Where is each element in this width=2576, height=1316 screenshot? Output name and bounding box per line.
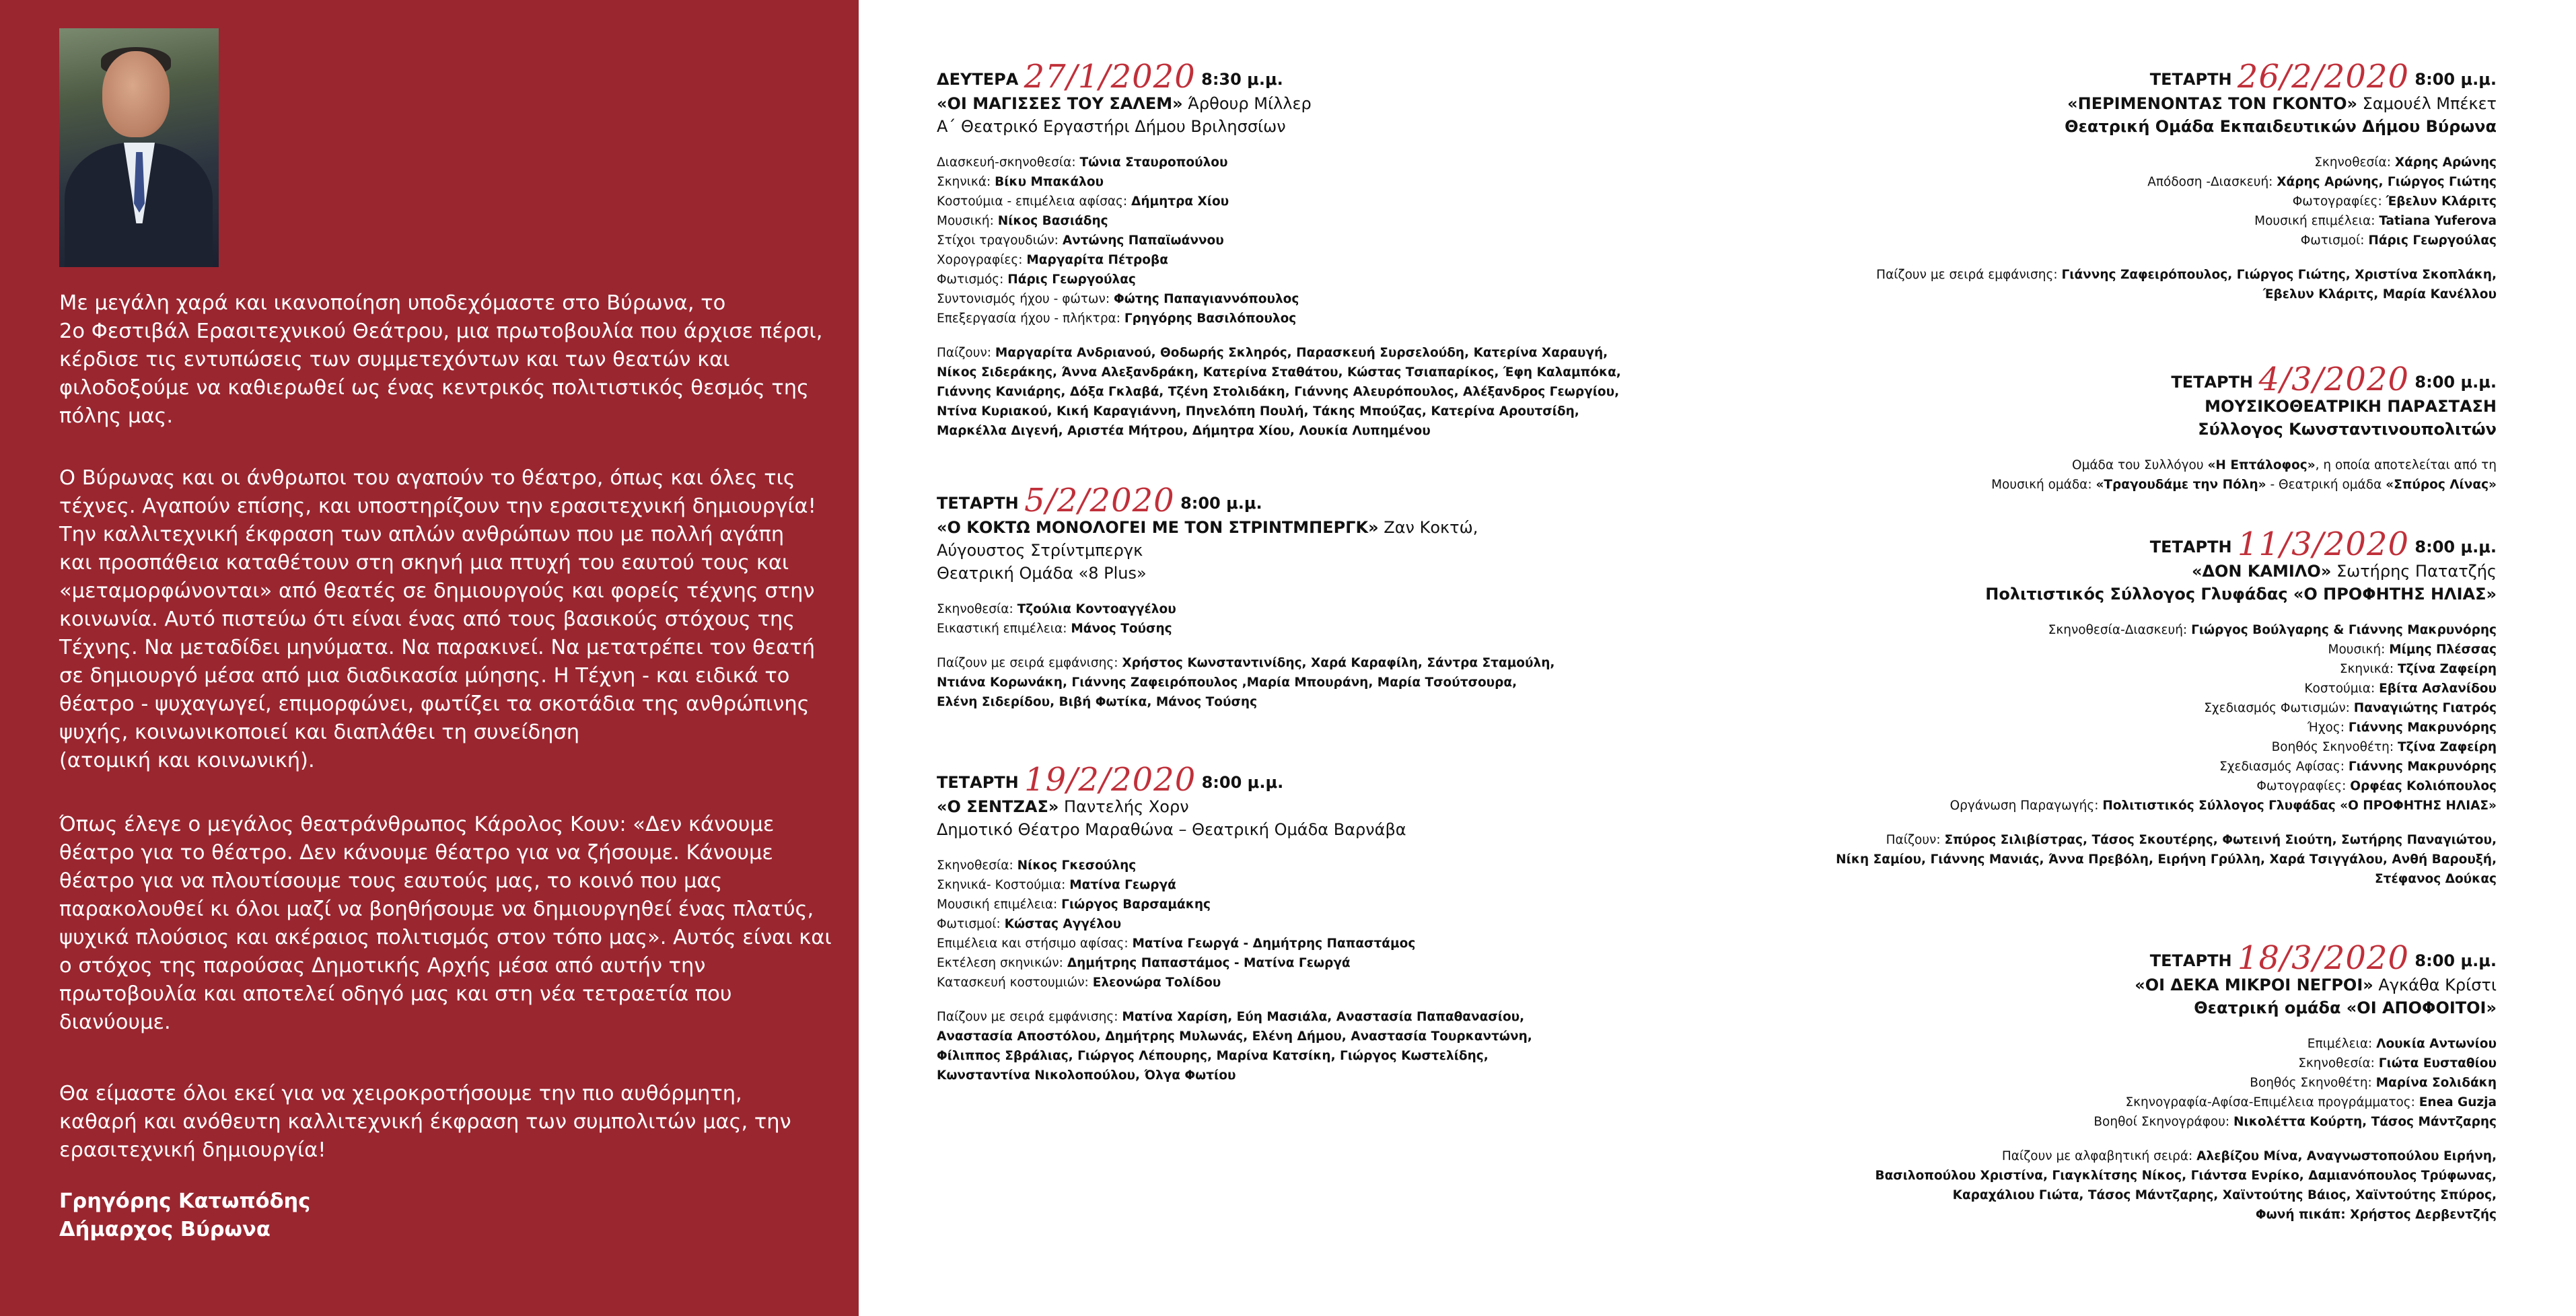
credit-part: Enea Guzja [2419, 1095, 2497, 1109]
credit-part: Έβελυν Κλάριτς [2386, 194, 2497, 209]
credit-part: Βοηθός Σκηνοθέτη: [2271, 740, 2398, 754]
event-block [1649, 361, 2497, 495]
letter-line: πόλης μας. [59, 404, 174, 428]
letter-line: ψυχής, κοινωνικοποιεί και διαπλάθει τη συνείδηση [59, 721, 580, 744]
cast-line [937, 673, 1677, 692]
event-day: ΤΕΤΑΡΤΗ [937, 773, 1019, 792]
credit-part: Εικαστική επιμέλεια: [937, 622, 1071, 636]
credit-part: Φωτογραφίες: [2292, 194, 2386, 209]
credit-part: Γιώργος Βαρσαμάκης [1061, 898, 1211, 912]
event-author: Ζαν Κοκτώ, [1384, 518, 1478, 537]
credit-part: Σκηνοθεσία: [937, 858, 1017, 873]
event-author: Σαμουέλ Μπέκετ [2362, 94, 2497, 113]
credit-part: Φωτογραφίες: [2256, 779, 2351, 793]
credit-part: Σκηνικά- Κοστούμια: [937, 878, 1070, 892]
event-time: 8:00 μ.μ. [2414, 951, 2497, 970]
credit-line [1649, 757, 2497, 776]
credit-part: Γιώτα Ευσταθίου [2378, 1056, 2497, 1070]
credit-part: Λουκία Αντωνίου [2376, 1037, 2497, 1051]
credit-part: Χορογραφίες: [937, 253, 1027, 267]
credit-line [937, 153, 1677, 172]
credit-line [937, 953, 1677, 973]
credit-part: Φωτισμός: [937, 272, 1008, 287]
credit-part: Ήχος: [2307, 721, 2349, 735]
credit-line [1649, 796, 2497, 815]
credit-line [937, 875, 1677, 895]
event-subtitle: Θεατρική ομάδα «ΟΙ ΑΠΟΦΟΙΤΟΙ» [2194, 998, 2497, 1017]
mayor-photo [59, 28, 219, 267]
credit-part: Γιώργος Βούλγαρης & Γιάννης Μακρυνόρης [2191, 623, 2497, 637]
credit-part: «Σπύρος Λίνας» [2386, 478, 2497, 492]
cast-names: Σπύρος Σιλιβίστρας, Τάσος Σκουτέρης, Φωτεινή Σιούτη, Σωτήρης Παναγιώτου, [1944, 833, 2497, 847]
event-subtitle: Θεατρική Ομάδα «8 Plus» [937, 564, 1147, 583]
credit-line [937, 231, 1677, 250]
credit-line [1649, 698, 2497, 718]
cast-line [937, 382, 1677, 402]
cast-line [937, 692, 1677, 712]
cast-label: Παίζουν με αλφαβητική σειρά: [2001, 1149, 2197, 1163]
credit-part: Νικολέττα Κούρτη, Τάσος Μάντζαρης [2233, 1115, 2497, 1129]
credit-part: Απόδοση -Διασκευή: [2147, 175, 2277, 189]
event-subtitle: Αύγουστος Στρίντμπεργκ [937, 541, 1143, 560]
letter-line: διανύουμε. [59, 1011, 171, 1034]
cast-line [937, 653, 1677, 673]
credit-part: Γρηγόρης Βασιλόπουλος [1124, 312, 1297, 326]
event-time: 8:00 μ.μ. [1201, 773, 1284, 792]
credit-part: Σχεδιασμός Φωτισμών: [2204, 701, 2354, 715]
event-subtitle: Πολιτιστικός Σύλλογος Γλυφάδας «Ο ΠΡΟΦΗΤΗΣ ΗΛΙΑΣ» [1985, 585, 2497, 604]
credit-part: Μαργαρίτα Πέτροβα [1026, 253, 1168, 267]
credit-part: Ματίνα Γεωργά - Δημήτρης Παπαστάμος [1132, 937, 1416, 951]
credit-line [937, 619, 1677, 638]
letter-paragraph [59, 811, 833, 1037]
letter-line: Όπως έλεγε ο μεγάλος θεατράνθρωπος Κάρολος Κουν: «Δεν κάνουμε [59, 813, 775, 836]
credit-part: Σκηνοθεσία: [2298, 1056, 2379, 1070]
cast-names: Αλεβίζου Μίνα, Αναγνωστοπούλου Ειρήνη, [2196, 1149, 2497, 1163]
credit-part: Tatiana Yuferova [2379, 214, 2497, 228]
letter-line: Θα είμαστε όλοι εκεί για να χειροκροτήσουμε την πιο αυθόρμητη, [59, 1082, 742, 1105]
credit-line [1649, 231, 2497, 250]
credit-part: Εκτέλεση σκηνικών: [937, 956, 1067, 970]
credit-part: Μίμης Πλέσσας [2389, 643, 2497, 657]
credit-part: Σκηνογραφία-Αφίσα-Επιμέλεια προγράμματος: [2125, 1095, 2419, 1109]
letter-line: φιλοδοξούμε να καθιερωθεί ως ένας κεντρικός πολιτιστικός θεσμός της [59, 376, 810, 400]
credit-line [937, 914, 1677, 934]
letter-line: σε δημιουργό μέσα από μια διαδικασία μύησης. Η Τέχνη - και ειδικά το [59, 664, 790, 688]
credit-part: Τζίνα Ζαφείρη [2397, 662, 2497, 676]
credit-part: Δημήτρης Παπαστάμος - Ματίνα Γεωργά [1067, 956, 1351, 970]
credit-line [1649, 659, 2497, 679]
event-time: 8:30 μ.μ. [1201, 70, 1283, 89]
letter-line: θέατρο για να πλουτίσουμε τους εαυτούς μας, το κοινό που μας [59, 869, 723, 893]
credit-part: Φώτης Παπαγιαννόπουλος [1113, 292, 1299, 306]
credit-part: Τζίνα Ζαφείρη [2397, 740, 2497, 754]
cast-line [1649, 1205, 2497, 1224]
letter-line: καθαρή και ανόθευτη καλλιτεχνική έκφραση των συμπολιτών μας, την [59, 1110, 791, 1134]
credit-part: Δήμητρα Χίου [1131, 194, 1229, 209]
cast-names: Φωνή πικάπ: Χρήστος Δερβεντζής [2255, 1208, 2497, 1222]
cast-label: Παίζουν με σειρά εμφάνισης: [937, 1010, 1122, 1024]
credit-part: Διασκευή-σκηνοθεσία: [937, 155, 1080, 170]
credit-part: Μουσική: [2328, 643, 2390, 657]
cast-names: Νίκη Σαμίου, Γιάννης Μανιάς, Άννα Πρεβόλη, Ειρήνη Γρύλλη, Χαρά Τσιγγάλου, Ανθή Βαρουξή, [1836, 852, 2497, 867]
cast-line [1649, 1185, 2497, 1205]
left-panel [0, 0, 859, 1316]
credit-part: Σχεδιασμός Αφίσας: [2219, 760, 2349, 774]
event-title: «ΔΟΝ ΚΑΜΙΛΟ» [2191, 562, 2332, 581]
cast-names: Ελένη Σιδερίδου, Βιβή Φωτίκα, Μάνος Τούσης [937, 695, 1258, 709]
credit-part: Γιάννης Μακρυνόρης [2348, 760, 2497, 774]
letter-line: ερασιτεχνική δημιουργία! [59, 1138, 326, 1162]
credit-part: Μάνος Τούσης [1071, 622, 1172, 636]
credit-line [937, 973, 1677, 992]
cast-names: Χρήστος Κωνσταντινίδης, Χαρά Καραφίλη, Σάντρα Σταμούλη, [1122, 656, 1555, 670]
credit-part: Σκηνικά: [937, 175, 995, 189]
letter-line: παρακολουθεί κι όλοι μαζί να βοηθήσουμε να δημιουργηθεί ένας πλατύς, [59, 898, 814, 921]
event-date: 19/2/2020 [1024, 761, 1196, 799]
credit-part: Ματίνα Γεωργά [1069, 878, 1176, 892]
credit-part: Κώστας Αγγέλου [1004, 917, 1122, 931]
cast-line [1649, 830, 2497, 850]
cast-line [1649, 869, 2497, 889]
event-title-line [937, 516, 1677, 539]
cast-line [1649, 1166, 2497, 1185]
event-title: «ΟΙ ΔΕΚΑ ΜΙΚΡΟΙ ΝΕΓΡΟΙ» [2135, 976, 2373, 994]
event-block [1649, 525, 2497, 889]
credit-part: Μουσική: [937, 214, 998, 228]
cast-names: Ματίνα Χαρίση, Εύη Μασιάλα, Αναστασία Παπαθανασίου, [1122, 1010, 1525, 1024]
event-day: ΔΕΥΤΕΡΑ [937, 70, 1019, 89]
cast-names: Ντίνα Κυριακού, Κική Καραγιάννη, Πηνελόπη Πουλή, Τάκης Μπούζας, Κατερίνα Αρουτσίδη, [937, 404, 1579, 418]
credit-line [937, 250, 1677, 270]
letter-line: θέατρο - ψυχαγωγεί, επιμορφώνει, φωτίζει τα σκοτάδια της ανθρώπινης [59, 692, 810, 716]
credit-line [1649, 211, 2497, 231]
event-header [1649, 525, 2497, 563]
credit-line [1649, 679, 2497, 698]
letter-line: «μεταμορφώνονται» από θεατές σε δημιουργούς και φορείς τέχνης στην [59, 579, 815, 603]
cast-label: Παίζουν: [937, 346, 995, 360]
credit-part: «Τραγουδάμε την Πόλη» [2096, 478, 2266, 492]
credit-line [937, 289, 1677, 309]
credit-part: Γιάννης Μακρυνόρης [2348, 721, 2497, 735]
event-title-line [1649, 560, 2497, 583]
credit-part: Χάρης Αρώνης, Γιώργος Γιώτης [2277, 175, 2497, 189]
cast-line [937, 1066, 1677, 1085]
event-subtitle: Σύλλογος Κωνσταντινουπολιτών [2198, 420, 2497, 439]
credit-part: Μαρίνα Σολιδάκη [2375, 1076, 2497, 1090]
credit-part: Κοστούμια: [2304, 682, 2380, 696]
letter-line: (ατομική και κοινωνική). [59, 749, 315, 772]
cast-names: Κωνσταντίνα Νικολοπούλου, Όλγα Φωτίου [937, 1068, 1236, 1083]
event-title: «Ο ΚΟΚΤΩ ΜΟΝΟΛΟΓΕΙ ΜΕ ΤΟΝ ΣΤΡΙΝΤΜΠΕΡΓΚ» [937, 518, 1379, 537]
credit-part: Σκηνοθεσία: [2314, 155, 2395, 170]
credit-part: Πάρις Γεωργούλας [2368, 233, 2497, 248]
event-subtitle: Δημοτικό Θέατρο Μαραθώνα – Θεατρική Ομάδα Βαρνάβα [937, 820, 1406, 839]
credit-line [1649, 737, 2497, 757]
credit-line [937, 270, 1677, 289]
credit-part: Σκηνοθεσία: [937, 602, 1017, 616]
event-title-line [1649, 92, 2497, 115]
credit-part: Στίχοι τραγουδιών: [937, 233, 1063, 248]
credit-part: Αντώνης Παπαϊωάννου [1062, 233, 1224, 248]
event-author: Παντελής Χορν [1064, 797, 1189, 816]
event-time: 8:00 μ.μ. [2414, 373, 2497, 392]
credit-part: Σκηνοθεσία-Διασκευή: [2048, 623, 2192, 637]
credit-line [937, 192, 1677, 211]
credit-part: Νίκος Γκεσούλης [1017, 858, 1137, 873]
credit-line [937, 934, 1677, 953]
credit-part: Παναγιώτης Γιατρός [2353, 701, 2497, 715]
credit-part: Ομάδα του Συλλόγου [2072, 458, 2208, 472]
event-title: «ΟΙ ΜΑΓΙΣΣΕΣ ΤΟΥ ΣΑΛΕΜ» [937, 94, 1183, 113]
credit-line [937, 599, 1677, 619]
cast-names: Καραχάλιου Γιώτα, Τάσος Μάντζαρης, Χαϊντούτης Βάιος, Χαϊντούτης Σπύρος, [1952, 1188, 2497, 1202]
signature-line: Δήμαρχος Βύρωνα [59, 1218, 271, 1241]
credit-part: - Θεατρική ομάδα [2266, 478, 2386, 492]
credit-line [937, 895, 1677, 914]
credit-part: Χάρης Αρώνης [2394, 155, 2497, 170]
credit-part: Σκηνικά: [2339, 662, 2398, 676]
credit-part: Κατασκευή κοστουμιών: [937, 976, 1093, 990]
cast-names: Ντιάνα Κορωνάκη, Γιάννης Ζαφειρόπουλος ,Μαρία Μπουράνη, Μαρία Τσούτσουρα, [937, 675, 1517, 690]
credit-part: Μουσική επιμέλεια: [937, 898, 1062, 912]
event-date: 4/3/2020 [2258, 361, 2410, 398]
event-block [1649, 939, 2497, 1224]
letter-paragraph [59, 289, 833, 431]
letter-line: Τέχνης. Να μεταδίδει μηνύματα. Να παρακινεί. Να μετατρέπει τον θεατή [59, 636, 816, 659]
letter-line: πρωτοβουλία και αποτελεί οδηγό μας και στη νέα τετραετία που [59, 982, 732, 1006]
event-header [1649, 361, 2497, 398]
credit-line [1649, 1054, 2497, 1073]
event-header [937, 482, 1677, 519]
credit-part: Εβίτα Ασλανίδου [2379, 682, 2497, 696]
cast-line [1649, 1146, 2497, 1166]
event-day: ΤΕΤΑΡΤΗ [2149, 70, 2232, 89]
credit-line [1649, 1073, 2497, 1093]
letter-line: κέρδισε τις εντυπώσεις των συμμετεχόντων και των θεατών και [59, 348, 730, 371]
credit-part: Νίκος Βασιάδης [997, 214, 1108, 228]
event-header [1649, 58, 2497, 96]
event-block [937, 58, 1677, 441]
credit-part: Επιμέλεια και στήσιμο αφίσας: [937, 937, 1133, 951]
credit-part: Οργάνωση Παραγωγής: [1949, 799, 2103, 813]
event-author: Άρθουρ Μίλλερ [1188, 94, 1312, 113]
credit-part: Βίκυ Μπακάλου [995, 175, 1104, 189]
cast-line [937, 363, 1677, 382]
credit-line [1649, 455, 2497, 475]
credit-line [1649, 172, 2497, 192]
credit-part: Πολιτιστικός Σύλλογος Γλυφάδας «Ο ΠΡΟΦΗΤΗΣ ΗΛΙΑΣ» [2102, 799, 2497, 813]
credit-part: , η οποία αποτελείται από τη [2315, 458, 2497, 472]
credit-part: Συντονισμός ήχου - φώτων: [937, 292, 1114, 306]
letter-line: Με μεγάλη χαρά και ικανοποίηση υποδεχόμαστε στο Βύρωνα, το [59, 291, 726, 315]
cast-line [937, 402, 1677, 421]
cast-line [937, 421, 1677, 441]
credit-part: Ελεονώρα Τολίδου [1092, 976, 1221, 990]
event-date: 27/1/2020 [1024, 58, 1196, 96]
credit-part: «Η Επτάλοφος» [2207, 458, 2316, 472]
credit-part: Φωτισμοί: [937, 917, 1005, 931]
event-subtitle: Α΄ Θεατρικό Εργαστήρι Δήμου Βριλησσίων [937, 117, 1286, 136]
cast-line [1649, 265, 2497, 285]
credit-line [1649, 776, 2497, 796]
credit-line [1649, 192, 2497, 211]
signature-line: Γρηγόρης Κατωπόδης [59, 1190, 311, 1213]
credit-part: Επιμέλεια: [2307, 1037, 2377, 1051]
event-header [1649, 939, 2497, 977]
mayor-signature [59, 1187, 833, 1244]
cast-line [937, 1027, 1677, 1046]
cast-names: Γιάννης Ζαφειρόπουλος, Γιώργος Γιώτης, Χριστίνα Σκοπλάκη, [2061, 268, 2497, 282]
cast-label: Παίζουν: [1886, 833, 1945, 847]
credit-line [1649, 620, 2497, 640]
credit-part: Μουσική ομάδα: [1991, 478, 2096, 492]
event-block [937, 761, 1677, 1085]
credit-line [1649, 1093, 2497, 1112]
letter-line: και προσπάθεια καταθέτουν στη σκηνή μια πτυχή του εαυτού τους και [59, 551, 789, 575]
cast-names: Φίλιππος Σβράλιας, Γιώργος Λέπουρης, Μαρίνα Κατσίκη, Γιώργος Κωστελίδης, [937, 1049, 1489, 1063]
event-header [937, 761, 1677, 799]
letter-line: κοινωνία. Αυτό πιστεύω ότι είναι ένας από τους βασικούς στόχους της [59, 608, 795, 631]
event-block [937, 482, 1677, 712]
credit-line [1649, 718, 2497, 737]
event-author: Αγκάθα Κρίστι [2378, 976, 2497, 994]
letter-paragraph [59, 464, 833, 775]
letter-line: ο στόχος της παρούσας Δημοτικής Αρχής μέσα από αυτήν την [59, 954, 706, 978]
credit-line [937, 309, 1677, 328]
credit-part: Βοηθός Σκηνοθέτη: [2250, 1076, 2376, 1090]
cast-line [1649, 850, 2497, 869]
credit-line [1649, 640, 2497, 659]
event-title-line [937, 795, 1677, 818]
credit-line [937, 856, 1677, 875]
event-date: 5/2/2020 [1024, 482, 1175, 519]
event-title: «Ο ΣΕΝΤΖΑΣ» [937, 797, 1059, 816]
cast-names: Μαρκέλλα Διγενή, Αριστέα Μήτρου, Δήμητρα Χίου, Λουκία Λυπημένου [937, 424, 1431, 438]
cast-names: Στέφανος Δούκας [2375, 872, 2497, 886]
cast-names: Αναστασία Αποστόλου, Δημήτρης Μυλωνάς, Ελένη Δήμου, Αναστασία Τουρκαντώνη, [937, 1029, 1532, 1044]
event-date: 11/3/2020 [2237, 525, 2410, 563]
letter-line: Την καλλιτεχνική έκφραση των απλών ανθρώπων που με πολλή αγάπη [59, 523, 785, 546]
credit-part: Κοστούμια - επιμέλεια αφίσας: [937, 194, 1131, 209]
letter-line: Ο Βύρωνας και οι άνθρωποι του αγαπούν το θέατρο, όπως και όλες τις [59, 466, 795, 490]
event-header [937, 58, 1677, 96]
cast-names: Μαργαρίτα Ανδριανού, Θοδωρής Σκληρός, Παρασκευή Συρσελούδη, Κατερίνα Χαραυγή, [995, 346, 1608, 360]
credit-part: Τζούλια Κοντοαγγέλου [1017, 602, 1176, 616]
event-time: 8:00 μ.μ. [2414, 538, 2497, 556]
cast-line [937, 343, 1677, 363]
letter-line: ψυχικά πλούσιος και ακέραιος πολιτισμός στον τόπο μας». Αυτός είναι και [59, 926, 832, 949]
cast-line [1649, 285, 2497, 304]
event-title-line [937, 92, 1677, 115]
event-day: ΤΕΤΑΡΤΗ [2149, 951, 2232, 970]
credit-part: Πάρις Γεωργούλας [1007, 272, 1136, 287]
event-author: Σωτήρης Πατατζής [2336, 562, 2497, 581]
event-time: 8:00 μ.μ. [1180, 494, 1262, 513]
letter-line: 2ο Φεστιβάλ Ερασιτεχνικού Θεάτρου, μια πρωτοβουλία που άρχισε πέρσι, [59, 320, 823, 343]
cast-line [937, 1007, 1677, 1027]
event-title-line [1649, 974, 2497, 996]
event-day: ΤΕΤΑΡΤΗ [2171, 373, 2254, 392]
cast-line [937, 1046, 1677, 1066]
credit-line [1649, 1034, 2497, 1054]
credit-part: Ορφέας Κολιόπουλος [2350, 779, 2497, 793]
credit-part: Βοηθοί Σκηνογράφου: [2094, 1115, 2234, 1129]
event-block [1649, 58, 2497, 304]
credit-line [1649, 1112, 2497, 1132]
letter-paragraph [59, 1080, 833, 1165]
event-subtitle: Θεατρική Ομάδα Εκπαιδευτικών Δήμου Βύρωνα [2065, 117, 2497, 136]
letter-line: θέατρο για το θέατρο. Δεν κάνουμε θέατρο για να ζήσουμε. Κάνουμε [59, 841, 773, 865]
event-date: 18/3/2020 [2237, 939, 2410, 977]
credit-line [1649, 475, 2497, 495]
credit-part: Επεξεργασία ήχου - πλήκτρα: [937, 312, 1124, 326]
event-time: 8:00 μ.μ. [2414, 70, 2497, 89]
cast-names: Γιάννης Κανιάρης, Δόξα Γκλαβά, Τζένη Στολιδάκη, Γιάννης Αλευρόπουλος, Αλέξανδρος Γεωργίου, [937, 385, 1620, 399]
event-date: 26/2/2020 [2237, 58, 2410, 96]
event-day: ΤΕΤΑΡΤΗ [2149, 538, 2232, 556]
event-subtitle: ΜΟΥΣΙΚΟΘΕΑΤΡΙΚΗ ΠΑΡΑΣΤΑΣΗ [2205, 397, 2497, 416]
credit-line [937, 211, 1677, 231]
letter-line: τέχνες. Αγαπούν επίσης, και υποστηρίζουν την ερασιτεχνική δημιουργία! [59, 495, 816, 518]
cast-label: Παίζουν με σειρά εμφάνισης: [937, 656, 1122, 670]
credit-part: Μουσική επιμέλεια: [2254, 214, 2380, 228]
credit-part: Φωτισμοί: [2300, 233, 2369, 248]
cast-names: Έβελυν Κλάριτς, Μαρία Κανέλλου [2262, 287, 2497, 301]
credit-line [937, 172, 1677, 192]
cast-label: Παίζουν με σειρά εμφάνισης: [1876, 268, 2062, 282]
credit-part: Τώνια Σταυροπούλου [1079, 155, 1228, 170]
cast-names: Νίκος Σιδεράκης, Άννα Αλεξανδράκη, Κατερίνα Σταθάτου, Κώστας Τσιαπαρίκος, Έφη Καλαμπόκα, [937, 365, 1621, 379]
cast-names: Βασιλοπούλου Χριστίνα, Γιαγκλίτσης Νίκος, Γιάντσα Ενρίκο, Δαμιανόπουλος Τρύφωνας, [1875, 1169, 2497, 1183]
event-day: ΤΕΤΑΡΤΗ [937, 494, 1019, 513]
event-title: «ΠΕΡΙΜΕΝΟΝΤΑΣ ΤΟΝ ΓΚΟΝΤΟ» [2067, 94, 2358, 113]
credit-line [1649, 153, 2497, 172]
